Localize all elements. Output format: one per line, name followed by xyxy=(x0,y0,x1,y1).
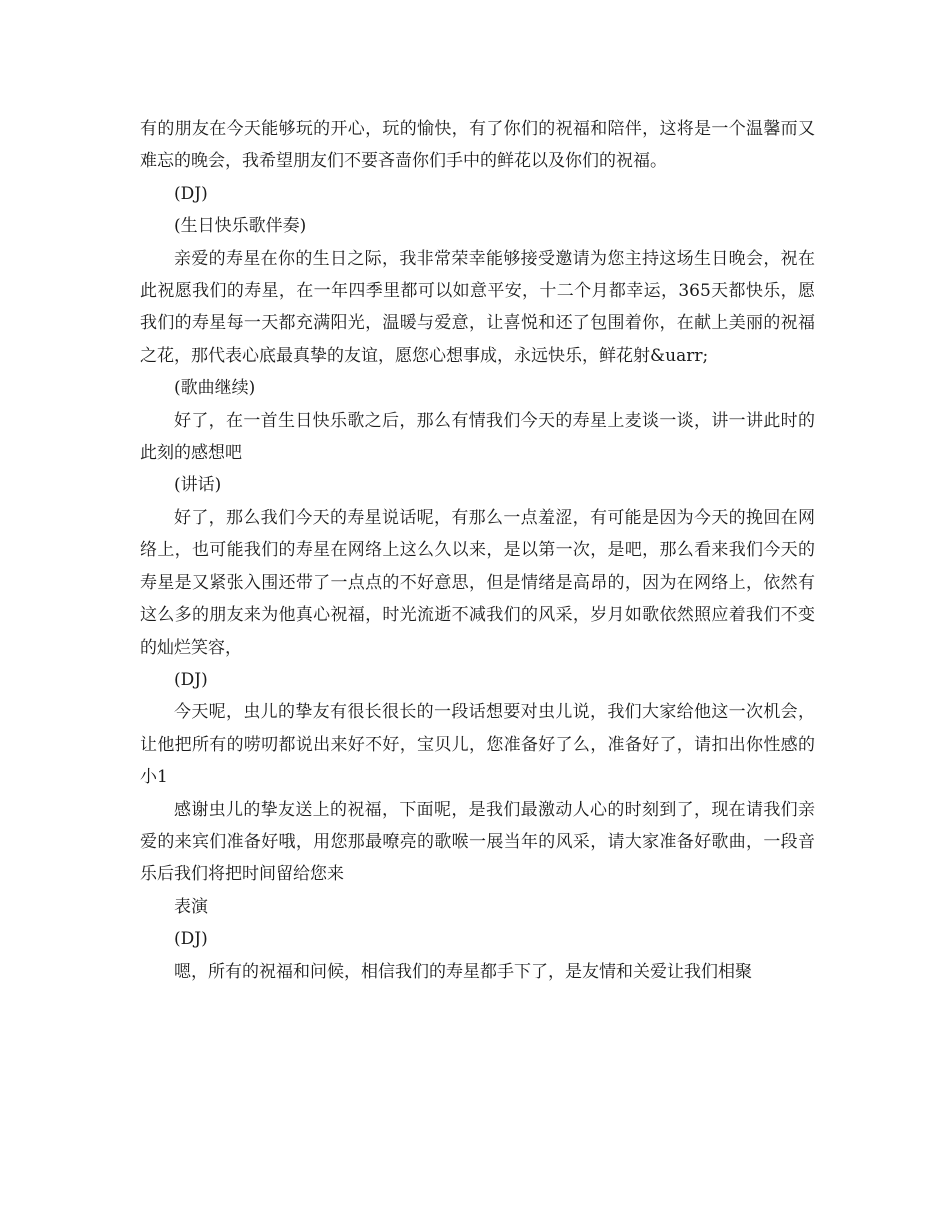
paragraph-continuation: 有的朋友在今天能够玩的开心，玩的愉快，有了你们的祝福和陪伴，这将是一个温馨而又难忘的晚会，我希望朋友们不要吝啬你们手中的鲜花以及你们的祝福。 xyxy=(140,119,815,172)
paragraph: 今天呢，虫儿的挚友有很长很长的一段话想要对虫儿说，我们大家给他这一次机会，让他把所有的唠叨都说出来好不好，宝贝儿，您准备好了么，准备好了，请扣出你性感的小1 xyxy=(140,702,815,788)
paragraph: 好了，在一首生日快乐歌之后，那么有情我们今天的寿星上麦谈一谈，讲一讲此时的此刻的感想吧 xyxy=(140,410,815,464)
stage-direction: (DJ) xyxy=(174,669,208,690)
paragraph: 好了，那么我们今天的寿星说话呢，有那么一点羞涩，有可能是因为今天的挽回在网络上，也可能我们的寿星在网络上这么久以来，是以第一次，是吧，那么看来我们今天的寿星是又紧张入围还带了一点点的不好意思，但是情绪是高昂的，因为在网络上，依然有这么多的朋友来为他真心祝福，时光流逝不减我们的风采，岁月如歌依然照应着我们不变的灿烂笑容， xyxy=(140,507,815,658)
paragraph: 感谢虫儿的挚友送上的祝福，下面呢，是我们最激动人心的时刻到了，现在请我们亲爱的来宾们准备好哦，用您那最嘹亮的歌喉一展当年的风采，请大家准备好歌曲，一段音乐后我们将把时间留给您来 xyxy=(140,799,815,885)
stage-direction: 表演 xyxy=(174,896,208,917)
stage-direction: (歌曲继续) xyxy=(174,378,256,399)
stage-direction: (DJ) xyxy=(174,929,208,950)
document-body xyxy=(140,113,815,988)
stage-direction: (DJ) xyxy=(174,183,208,204)
stage-direction: (生日快乐歌伴奏) xyxy=(174,216,307,237)
paragraph: 嗯，所有的祝福和问候，相信我们的寿星都手下了，是友情和关爱让我们相聚 xyxy=(174,961,752,982)
paragraph: 亲爱的寿星在你的生日之际，我非常荣幸能够接受邀请为您主持这场生日晚会，祝在此祝愿我们的寿星，在一年四季里都可以如意平安，十二个月都幸运，365天都快乐，愿我们的寿星每一天都充满阳光，温暖与爱意，让喜悦和还了包围着你，在献上美丽的祝福之花，那代表心底最真挚的友谊，愿您心想事成，永远快乐，鲜花射&uarr; xyxy=(140,248,815,366)
stage-direction: (讲话) xyxy=(174,475,222,496)
